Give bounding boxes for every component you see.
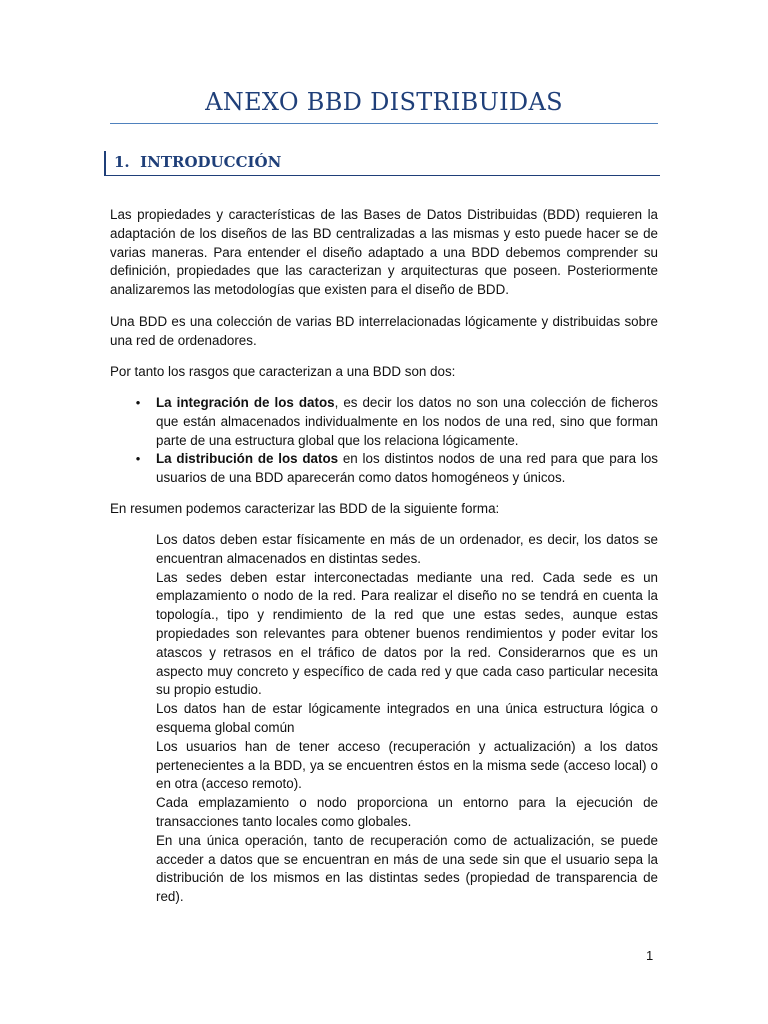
bullet-icon: • xyxy=(135,451,141,467)
section-heading-text xyxy=(114,153,281,171)
definition-paragraph: Una BDD es una colección de varias BD interrelacionadas lógicamente y distribuidas sobre una red de ordenadores. xyxy=(110,314,658,348)
list-item xyxy=(110,738,658,794)
trait-term: La distribución de los datos xyxy=(156,451,339,467)
list-item xyxy=(110,832,658,907)
list-item xyxy=(110,700,658,738)
summary-intro-paragraph: En resumen podemos caracterizar las BDD de la siguiente forma: xyxy=(110,501,500,516)
traits-intro-paragraph: Por tanto los rasgos que caracterizan a una BDD son dos: xyxy=(110,364,456,379)
list-item-text: Cada emplazamiento o nodo proporciona un entorno para la ejecución de transacciones tanto locales como globales. xyxy=(156,795,658,829)
list-item xyxy=(110,569,658,701)
section-number: 1. xyxy=(114,153,130,171)
title-divider xyxy=(110,123,658,124)
trait-term: La integración de los datos xyxy=(156,395,335,410)
bullet-icon: • xyxy=(135,395,141,410)
list-item-text: Los datos han de estar lógicamente integrados en una única estructura lógica o esquema global común xyxy=(156,701,658,735)
list-item xyxy=(110,531,658,569)
list-item xyxy=(110,394,658,450)
document-title: ANEXO BBD DISTRIBUIDAS xyxy=(205,88,563,116)
list-item xyxy=(110,450,658,488)
list-item xyxy=(110,794,658,832)
section-heading xyxy=(104,151,660,176)
traits-list xyxy=(110,394,658,488)
list-item-text: En una única operación, tanto de recuperación como de actualización, se puede acceder a datos que se encuentran en más de una sede sin que el usuario sepa la distribución de los mismos en las distintas sedes (propiedad de transparencia de red). xyxy=(156,832,658,905)
list-item-text: Las sedes deben estar interconectadas mediante una red. Cada sede es un emplazamiento o nodo de la red. Para realizar el diseño no se tendrá en cuenta la topología., tipo y rendimiento de la red que une estas sedes, aunque estas propiedades son relevantes para obtener buenos rendimientos y poder evitar los atascos y retrasos en el tráfico de datos por la red. Considerarnos que es un aspecto muy concreto y específico de cada red y que cada caso particular necesita su propio estudio. xyxy=(156,569,658,698)
characteristics-list xyxy=(110,531,658,907)
trait-description: en los distintos nodos de una red para que para los usuarios de una BDD aparecerán como datos homogéneos y únicos. xyxy=(156,451,658,486)
section-title: INTRODUCCIÓN xyxy=(140,153,282,171)
list-item-text: Los usuarios han de tener acceso (recuperación y actualización) a los datos pertenecientes a la BDD, ya se encuentren éstos en la misma sede (acceso local) o en otra (acceso remoto). xyxy=(156,738,658,792)
trait-description: , es decir los datos no son una colección de ficheros que están almacenados individualmente en los nodos de una red, sino que forman parte de una estructura global que los relaciona lógicamente. xyxy=(156,395,658,448)
page-number: 1 xyxy=(646,948,654,963)
intro-paragraph: Las propiedades y características de las Bases de Datos Distribuidas (BDD) requieren la adaptación de los diseños de las BD centralizadas a las mismas y esto puede hacer se de varias maneras. Para entender el diseño adaptado a una BDD debemos comprender su definición, propiedades que las caracterizan y arquitecturas que poseen. Posteriormente analizaremos las metodologías que existen para el diseño de BDD. xyxy=(110,207,658,298)
list-item-text: Los datos deben estar físicamente en más de un ordenador, es decir, los datos se encuentran almacenados en distintas sedes. xyxy=(156,532,658,566)
